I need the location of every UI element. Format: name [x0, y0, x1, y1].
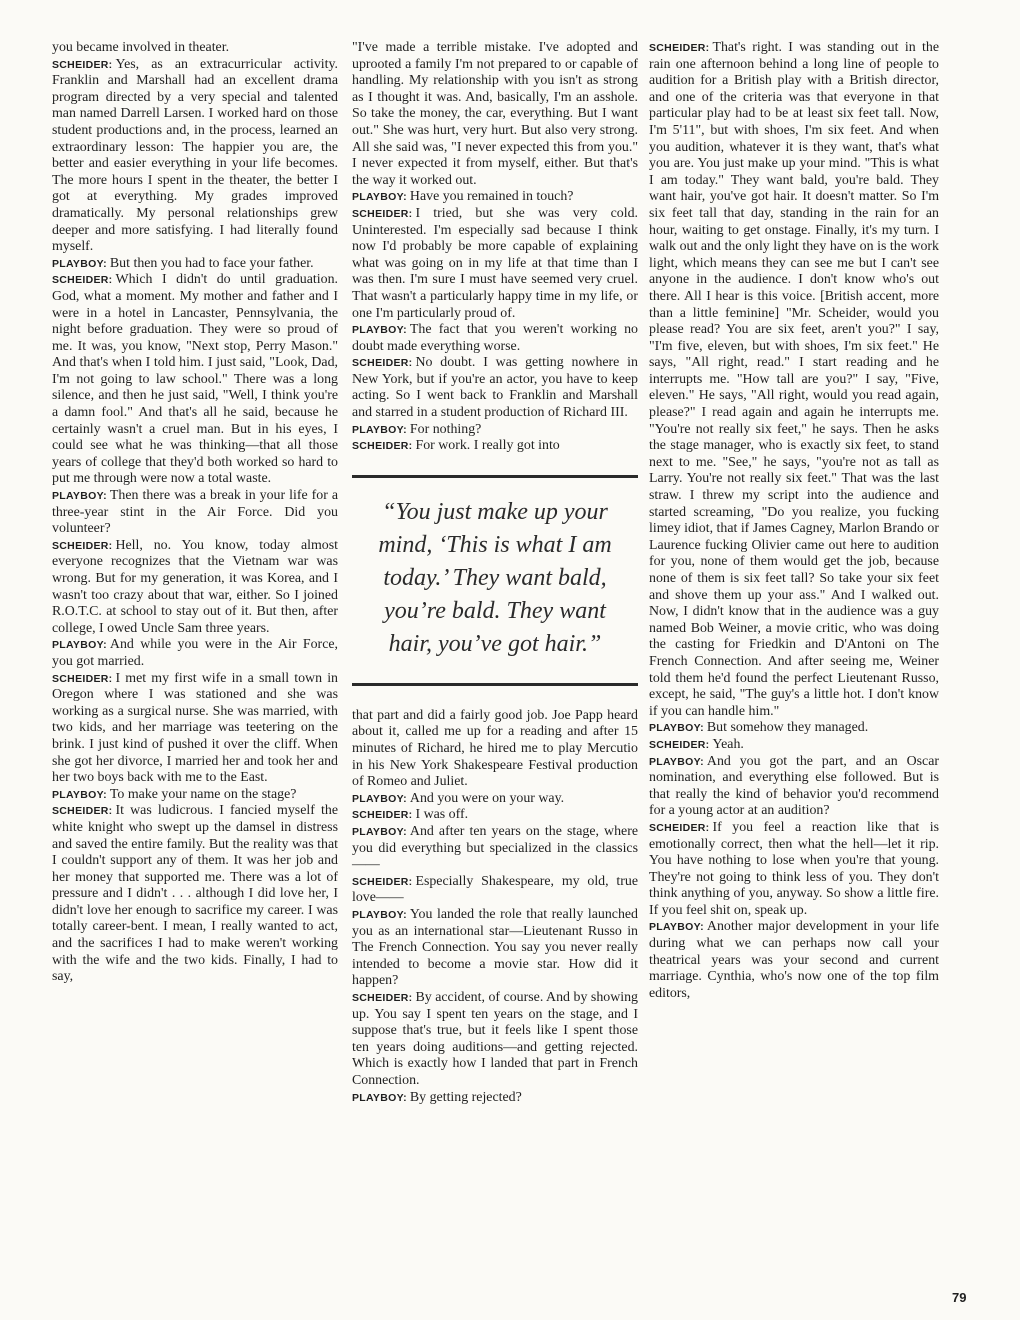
paragraph	[352, 791, 638, 808]
paragraph-text: Another major development in your life during what we can perhaps now call your theatrical years was your second and current marriage. Cynthia, who's now one of the top film editors,	[649, 919, 939, 1001]
paragraph	[352, 990, 638, 1090]
paragraph	[649, 720, 939, 737]
paragraph-text: Which I didn't do until graduation. God, what a moment. My mother and father and I were in a hotel in Lancaster, Pennsylvania, the night before graduation. They were so proud of me. It was, you know, "Next stop, Perry Mason." And that's when I told him. I just said, "Look, Dad, I'm not going to law school." There was a long silence, and then he just said, "Well, I think you're a damn fool." And that's all he said, because he certainly wasn't a cruel man. But in his eyes, I could see what he was thinking—that all those years of college that they'd both worked so hard to put me through were now a total waste.	[52, 272, 338, 487]
paragraph-text: No doubt. I was getting nowhere in New York, but if you're an actor, you have to keep acting. So I went back to Franklin and Marshall and starred in a student production of Richard III.	[352, 355, 638, 421]
paragraph	[52, 803, 338, 986]
speaker-label: SCHEIDER:	[52, 805, 113, 818]
paragraph	[352, 189, 638, 206]
text-column-2	[352, 40, 638, 1106]
paragraph	[352, 907, 638, 990]
paragraph	[649, 919, 939, 1002]
paragraph	[649, 737, 939, 754]
paragraph	[52, 256, 338, 273]
speaker-label: PLAYBOY:	[52, 788, 107, 801]
paragraph	[649, 754, 939, 820]
paragraph-text: And you got the part, and an Oscar nomination, and everything else followed. But is that really the kind of behavior you'd recommend for a young actor at an audition?	[649, 753, 939, 819]
column-2-top	[352, 40, 638, 455]
speaker-label: PLAYBOY:	[52, 257, 107, 270]
text-column-1	[52, 40, 338, 986]
paragraph	[352, 206, 638, 322]
paragraph-text: If you feel a reaction like that is emotionally correct, then what the hell—let it rip. You have nothing to lose when you're that young. They're not going to think less of you. They don't think anything of you, anyway. So show a little fire. If you feel shit on, speak up.	[649, 819, 939, 918]
speaker-label: PLAYBOY:	[352, 908, 407, 921]
speaker-label: SCHEIDER:	[649, 821, 710, 834]
paragraph-text: I tried, but she was very cold. Uninterested. I'm especially sad because I think now I'd probably be more capable of explaining what was going on in my life at that time than I was then. I'm sure I must have seemed very cruel. That wasn't a particularly happy time in my life, or one I'm particularly proud of.	[352, 205, 638, 321]
speaker-label: PLAYBOY:	[52, 490, 107, 503]
paragraph-text: Yes, as an extracurricular activity. Franklin and Marshall had an excellent drama program directed by a very special and talented man named Darrell Larsen. I worked hard on those student productions and, in the process, learned an extraordinary lesson: The happier you are, the better and easier everything in your life becomes. The more hours I spent in the theater, the better I got at everything. My grades improved dramatically. My personal relationships grew deeper and more satisfying. I had literally found myself.	[52, 56, 338, 255]
paragraph-text: But then you had to face your father.	[109, 255, 314, 271]
paragraph	[649, 820, 939, 920]
paragraph	[352, 40, 638, 189]
speaker-label: SCHEIDER:	[352, 875, 413, 888]
paragraph-text: Especially Shakespeare, my old, true love——	[352, 873, 638, 906]
page-number: 79	[952, 1290, 967, 1305]
paragraph	[52, 637, 338, 670]
paragraph-text: That's right. I was standing out in the rain one afternoon behind a long line of people to audition for a British play with a British director, and one of the criteria was that everyone in that particular play had to be at least six feet tall. Now, I'm 5'11", but with shoes, I'm six feet. And when you audition, whatever it is they want, that's what you are. You just make up your mind. "This is what I am today." They want bald, you're bald. They want hair, you've got hair. It doesn't matter. So I'm six feet tall that day, standing in the rain for an hour, waiting to get onstage. Finally, it's my turn. I walk out and the only light they have on is the work light, which means they can see me but I can't see anyone in the audience. I don't know who's out there. All I hear is this voice. [British accent, more than a little feminine] "Mr. Scheider, would you please read? You are six feet, aren't you?" I say, "I'm five, eleven, but with shoes, I'm six feet." He says, "All right, read." I start reading and he interrupts me. "How tall are you?" I say, "Five, eleven." He says, "All right, would you read again, please?" I read again and again he interrupts me. "You're not really six feet," he says. Then he asks the stage manager, who is exactly six feet, to stand next to me. "See," he says, "you're not as tall as Larry. You're not really six feet." That was the last straw. I threw my script into the audience and started screaming, "Do you realize, you fucking limey idiot, that if James Cagney, Marlon Brando or Laurence fucking Olivier came out here to audition for you, none of them would get the job, because none of them is six feet tall? So take your six feet and shove them up your ass." And I walked out. Now, I didn't know that in the audience was a guy named Bob Weiner, a movie critic, who was doing the casting for Friedkin and D'Antoni on The French Connection. And after seeing me, Weiner told them he'd found the perfect Lieutenant Russo, except, he said, "The guy's a little hot. I don't know if you can handle him."	[649, 40, 939, 719]
paragraph	[52, 787, 338, 804]
paragraph-text: you became involved in theater.	[52, 40, 230, 55]
paragraph	[352, 824, 638, 874]
speaker-label: PLAYBOY:	[352, 324, 407, 337]
speaker-label: SCHEIDER:	[52, 539, 113, 552]
speaker-label: PLAYBOY:	[352, 191, 407, 204]
paragraph	[352, 874, 638, 907]
paragraph-text: that part and did a fairly good job. Joe Papp heard about it, called me up for a reading and after 15 minutes of Richard, he hired me to play Mercutio in his New York Shakespeare Festival production of Romeo and Juliet.	[352, 707, 638, 790]
paragraph	[352, 422, 638, 439]
paragraph	[352, 355, 638, 421]
speaker-label: SCHEIDER:	[352, 991, 413, 1004]
speaker-label: SCHEIDER:	[649, 42, 710, 54]
paragraph	[52, 488, 338, 538]
paragraph	[52, 272, 338, 488]
paragraph	[352, 1090, 638, 1107]
speaker-label: PLAYBOY:	[649, 921, 704, 934]
paragraph	[52, 40, 338, 57]
pull-quote	[352, 475, 638, 686]
column-2-bottom	[352, 708, 638, 1106]
paragraph-text: Hell, no. You know, today almost everyone recognizes that the Vietnam war was wrong. But for my generation, it was Korea, and I wasn't too crazy about that war, either. So I joined R.O.T.C. at school to stay out of it. But then, after college, I owed Uncle Sam three years.	[52, 537, 338, 636]
paragraph	[52, 538, 338, 638]
speaker-label: PLAYBOY:	[52, 639, 107, 652]
paragraph	[352, 708, 638, 791]
paragraph-text: For work. I really got into	[415, 438, 560, 454]
paragraph	[352, 322, 638, 355]
speaker-label: PLAYBOY:	[352, 792, 407, 805]
paragraph-text: By accident, of course. And by showing up. You say I spent ten years on the stage, and I suppose that's true, but it feels like I spent those ten years doing auditions—and getting rejected. Which is exactly how I landed that part in French Connection.	[352, 989, 638, 1088]
paragraph-text: "I've made a terrible mistake. I've adopted and uprooted a family I'm not prepared to or capable of handling. My relationship with you isn't as strong as I thought it was. And, basically, I'm an asshole. So take the money, the car, everything. But I want out." She was hurt, very hurt. But also very strong. All she said was, "I never expected this from you." I never expected it from myself, either. But that's the way it worked out.	[352, 40, 638, 188]
paragraph	[649, 40, 939, 720]
paragraph-text: For nothing?	[409, 421, 482, 437]
paragraph-text: Have you remained in touch?	[409, 189, 574, 205]
speaker-label: SCHEIDER:	[352, 357, 413, 370]
speaker-label: PLAYBOY:	[649, 722, 704, 735]
pull-quote-text: “You just make up your mind, ‘This is what I am today.’ They want bald, you’re bald. They want hair, you’ve got hair.”	[378, 498, 612, 657]
speaker-label: SCHEIDER:	[649, 738, 710, 751]
paragraph-text: By getting rejected?	[409, 1089, 522, 1105]
paragraph-text: But somehow they managed.	[706, 720, 869, 736]
speaker-label: SCHEIDER:	[52, 672, 113, 685]
speaker-label: SCHEIDER:	[352, 440, 413, 453]
speaker-label: PLAYBOY:	[649, 755, 704, 768]
paragraph-text: To make your name on the stage?	[109, 786, 297, 802]
paragraph-text: And after ten years on the stage, where you did everything but specialized in the classics——	[352, 824, 638, 873]
paragraph	[352, 438, 638, 455]
paragraph-text: You landed the role that really launched you as an international star—Lieutenant Russo in The French Connection. You say you never really intended to become a movie star. How did it happen?	[352, 906, 638, 989]
paragraph-text: The fact that you weren't working no doubt made everything worse.	[352, 322, 638, 354]
paragraph-text: And while you were in the Air Force, you got married.	[52, 637, 338, 669]
paragraph-text: I met my first wife in a small town in Oregon where I was stationed and she was working as a surgical nurse. She was married, with two kids, and her marriage was teetering on the brink. I just kind of pushed it over the cliff. When she got her divorce, I married her and took her and her two boys back with me to the East.	[52, 670, 338, 786]
paragraph-text: I was off.	[415, 807, 469, 823]
paragraph	[52, 57, 338, 256]
paragraph	[52, 671, 338, 787]
speaker-label: SCHEIDER:	[352, 809, 413, 822]
paragraph	[352, 807, 638, 824]
speaker-label: PLAYBOY:	[352, 1091, 407, 1104]
speaker-label: SCHEIDER:	[352, 207, 413, 220]
paragraph-text: Yeah.	[712, 736, 744, 752]
paragraph-text: It was ludicrous. I fancied myself the white knight who swept up the damsel in distress and saved the entire family. But the reality was that I couldn't support any of them. It was her job and her money that supported me. There was a lot of pressure and I didn't . . . although I did love her, I didn't love her enough to sacrifice my career. I was totally career-bent. I mean, I really wanted to act, and the sacrifices I had to make weren't working with the wife and the two kids. Finally, I had to say,	[52, 803, 338, 985]
speaker-label: PLAYBOY:	[352, 423, 407, 436]
speaker-label: PLAYBOY:	[352, 826, 407, 838]
paragraph-text: Then there was a break in your life for a three-year stint in the Air Force. Did you volunteer?	[52, 488, 338, 537]
speaker-label: SCHEIDER:	[52, 274, 113, 287]
text-column-3	[649, 40, 939, 1002]
paragraph-text: And you were on your way.	[409, 790, 565, 806]
speaker-label: SCHEIDER:	[52, 58, 113, 71]
